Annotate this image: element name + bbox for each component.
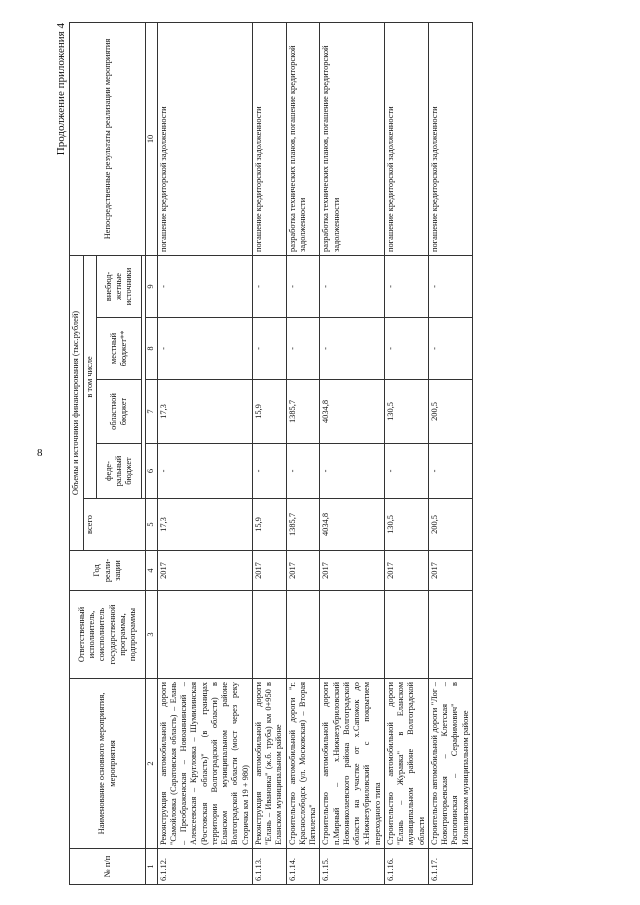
- header-name: Наименование основного мероприятия, мероприятия: [70, 679, 146, 849]
- col-number: 6: [146, 444, 157, 499]
- row-result: погашение кредиторской задолженности: [252, 22, 286, 255]
- row-result: разработка технических планов, погашение кредиторской задолженности: [286, 22, 320, 255]
- row-responsible: [286, 591, 320, 679]
- col-number: 3: [146, 591, 157, 679]
- row-num: 6.1.17.: [428, 849, 472, 885]
- row-federal: -: [384, 444, 428, 499]
- row-offbudget: -: [286, 255, 320, 317]
- row-federal: -: [252, 444, 286, 499]
- row-local: -: [428, 318, 472, 380]
- table-row: [252, 22, 286, 884]
- row-total: 200,5: [428, 499, 472, 551]
- row-name: Строительство автомобильной дороги п.Мирный – х.Нижнезубриловский Новониколаевского района Волгоградской области на участке от х.Сапожок до х.Нижнезубриловский с покрытием переходного типа: [320, 679, 385, 849]
- header-num: № п/п: [70, 849, 146, 885]
- row-local: -: [384, 318, 428, 380]
- page-number: 8: [37, 447, 43, 459]
- row-year: 2017: [286, 551, 320, 591]
- row-total: 130,5: [384, 499, 428, 551]
- row-year: 2017: [384, 551, 428, 591]
- row-name: Строительство автомобильной дороги "г. Краснослободск (ул. Московская) – Вторая Пятилетка": [286, 679, 320, 849]
- header-including: в том числе: [84, 255, 97, 498]
- row-offbudget: -: [157, 255, 252, 317]
- header-funding: Объемы и источники финансирования (тыс.рублей): [70, 255, 84, 550]
- row-offbudget: -: [252, 255, 286, 317]
- row-regional: 200,5: [428, 380, 472, 444]
- col-number: 5: [146, 499, 157, 551]
- row-result: погашение кредиторской задолженности: [384, 22, 428, 255]
- row-offbudget: -: [428, 255, 472, 317]
- row-year: 2017: [157, 551, 252, 591]
- row-total: 15,9: [252, 499, 286, 551]
- row-federal: -: [157, 444, 252, 499]
- row-local: -: [157, 318, 252, 380]
- row-federal: -: [320, 444, 385, 499]
- row-regional: 1385,7: [286, 380, 320, 444]
- header-year: Год реали-зации: [70, 551, 146, 591]
- row-regional: 15,9: [252, 380, 286, 444]
- row-total: 1385,7: [286, 499, 320, 551]
- col-number: 2: [146, 679, 157, 849]
- row-offbudget: -: [384, 255, 428, 317]
- row-federal: -: [286, 444, 320, 499]
- col-number: 10: [146, 22, 157, 255]
- col-number: 7: [146, 380, 157, 444]
- row-num: 6.1.12.: [157, 849, 252, 885]
- rotated-page-content: [55, 15, 635, 885]
- row-result: погашение кредиторской задолженности: [428, 22, 472, 255]
- row-regional: 17,3: [157, 380, 252, 444]
- table-row: [320, 22, 385, 884]
- header-offbudget: внебюд-жетные источники: [97, 255, 142, 317]
- row-regional: 130,5: [384, 380, 428, 444]
- row-num: 6.1.13.: [252, 849, 286, 885]
- row-num: 6.1.15.: [320, 849, 385, 885]
- row-total: 4034,8: [320, 499, 385, 551]
- row-local: -: [286, 318, 320, 380]
- row-year: 2017: [428, 551, 472, 591]
- row-offbudget: -: [320, 255, 385, 317]
- row-name: Реконструкция автомобильной дороги "Самойловка (Саратовская область) – Елань – Преображенская – Новоаннинский – Алексеевская – Кругловка – Шумилинская (Ростовская область)" (в границах территории Волгоградской области) в Еланском муниципальном районе Волгоградской области (мост через реку Сторичка км 19 + 980): [157, 679, 252, 849]
- col-number: 8: [146, 318, 157, 380]
- header-result: Непосредственные результаты реализации мероприятия: [70, 22, 146, 255]
- header-regional: областной бюджет: [97, 380, 142, 444]
- row-responsible: [384, 591, 428, 679]
- header-federal: феде-ральный бюджет: [97, 444, 142, 499]
- row-name: Реконструкция автомобильной дороги "Елань – Ивановка" (ж.б. труба) км 0+950 в Еланском муниципальном районе: [252, 679, 286, 849]
- row-responsible: [320, 591, 385, 679]
- row-num: 6.1.14.: [286, 849, 320, 885]
- row-federal: -: [428, 444, 472, 499]
- row-responsible: [428, 591, 472, 679]
- row-total: 17,3: [157, 499, 252, 551]
- table-row: [286, 22, 320, 884]
- row-year: 2017: [320, 551, 385, 591]
- table-row: [157, 22, 252, 884]
- table-row: [384, 22, 428, 884]
- row-year: 2017: [252, 551, 286, 591]
- col-number: 1: [146, 849, 157, 885]
- col-number: 4: [146, 551, 157, 591]
- row-local: -: [320, 318, 385, 380]
- col-number: 9: [146, 255, 157, 317]
- row-local: -: [252, 318, 286, 380]
- header-responsible: Ответственный исполнитель, соисполнитель государственной программы, подпрограммы: [70, 591, 146, 679]
- row-name: Строительство автомобильной дороги "Елань – Журавка" в Еланском муниципальном районе Волгоградской области: [384, 679, 428, 849]
- row-result: разработка технических планов, погашение кредиторской задолженности: [320, 22, 385, 255]
- header-total: всего: [84, 499, 146, 551]
- row-regional: 4034,8: [320, 380, 385, 444]
- header-local: местный бюджет**: [97, 318, 142, 380]
- row-responsible: [252, 591, 286, 679]
- row-num: 6.1.16.: [384, 849, 428, 885]
- funding-table: [69, 22, 473, 885]
- row-name: Строительство автомобильной дороги "Лог – Новогригорьевская – Клетская – Распопинская – Серафимович" в Иловлинском муниципальном районе: [428, 679, 472, 849]
- row-responsible: [157, 591, 252, 679]
- row-result: погашение кредиторской задолженности: [157, 22, 252, 255]
- table-row: [428, 22, 472, 884]
- continuation-label: Продолжение приложения 4: [55, 23, 67, 156]
